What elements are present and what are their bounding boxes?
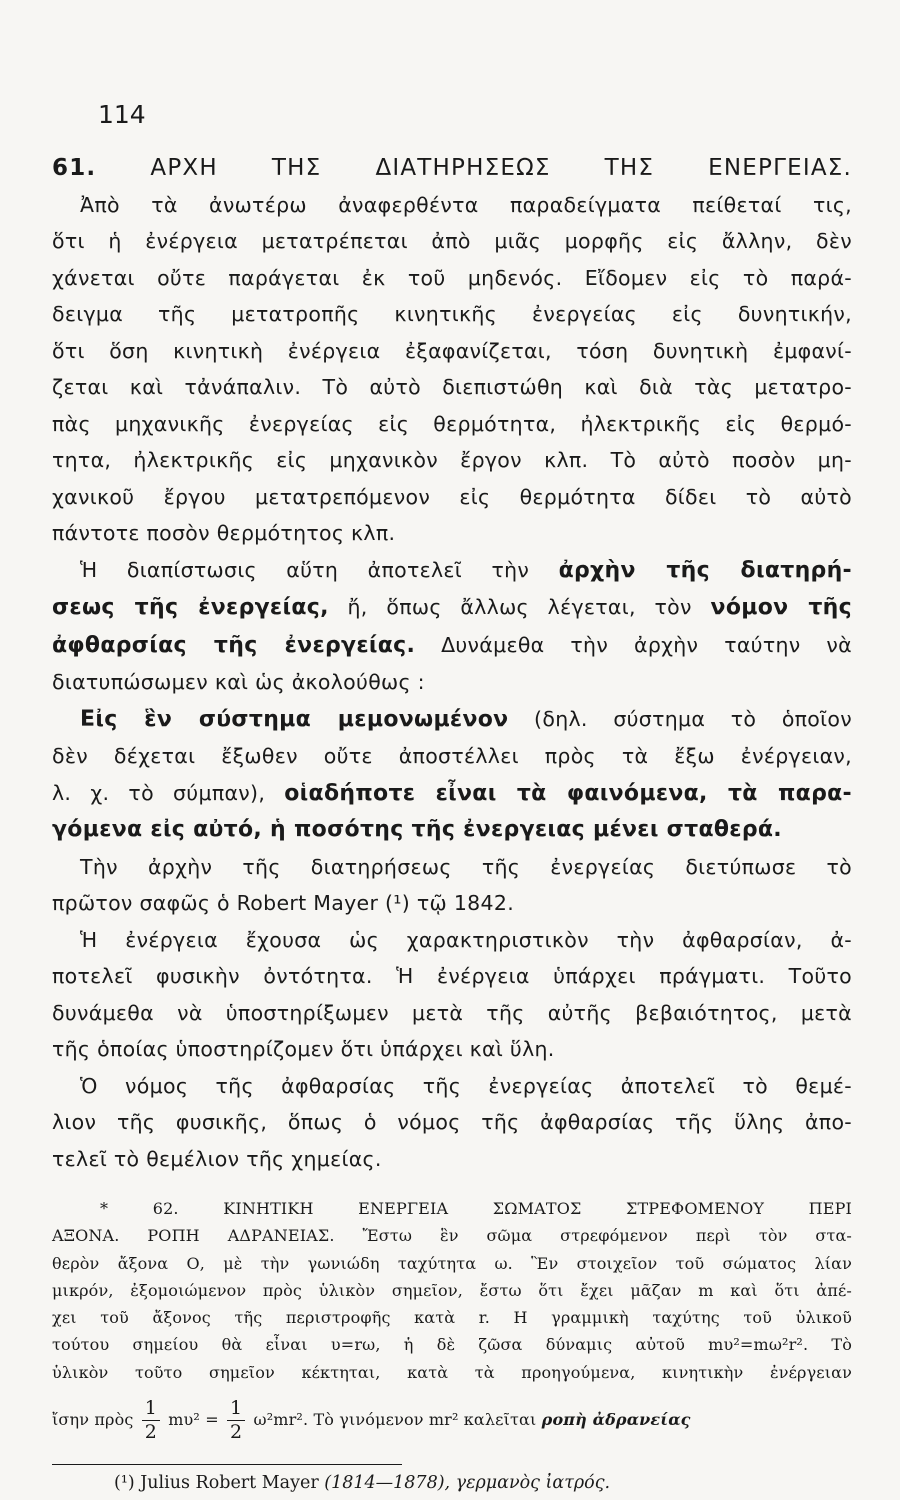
text-line: Ὁ νόμος τῆς ἀφθαρσίας τῆς ἐνεργείας ἀποτελεῖ τὸ θεμέ-: [80, 1073, 852, 1098]
section-62: [52, 1195, 852, 1442]
key-term: Εἰς ἓν σύστημα μεμονωμένον: [80, 706, 509, 732]
text-line: ΑΞΟΝΑ. ΡΟΠΗ ΑΔΡΑΝΕΙΑΣ. Ἔστω ἓν σῶμα στρεφόμενον περὶ τὸν στα-: [52, 1226, 852, 1246]
text-line: τητα, ἠλεκτρικῆς εἰς μηχανικὸν ἔργον κλπ. Τὸ αὐτὸ ποσὸν μη-: [52, 448, 852, 472]
text-line: ποτελεῖ φυσικὴν ὀντότητα. Ἡ ἐνέργεια ὑπάρχει πράγματι. Τοῦτο: [52, 964, 852, 988]
key-term: ἀρχὴν τῆς διατηρή-: [558, 557, 852, 583]
text-line: δειγμα τῆς μετατροπῆς κινητικῆς ἐνεργείας εἰς δυνητικήν,: [52, 302, 852, 326]
formula-suffix: ω²mr². Τὸ γινόμενον mr² καλεῖται: [253, 1410, 537, 1430]
text-line: πὰς μηχανικῆς ἐνεργείας εἰς θερμότητα, ἠλεκτρικῆς εἰς θερμό-: [52, 411, 852, 436]
text-line: χει τοῦ ἄξονος τῆς περιστροφῆς κατὰ r. Η γραμμικὴ ταχύτης τοῦ ὑλικοῦ: [52, 1308, 852, 1328]
text-line: λιον τῆς φυσικῆς, ὅπως ὁ νόμος τῆς ἀφθαρσίας τῆς ὕλης ἀπο-: [52, 1110, 852, 1134]
text-line: [52, 627, 852, 665]
text-line: πρῶτον σαφῶς ὁ Robert Mayer (¹) τῷ 1842.: [52, 891, 515, 915]
key-term: ροπὴ ἀδρανείας: [541, 1410, 691, 1430]
text-line: ζεται καὶ τἀνάπαλιν. Τὸ αὐτὸ διεπιστώθη καὶ διὰ τὰς μετατρο-: [52, 375, 852, 399]
text-run: (δηλ. σύστημα τὸ ὁποῖον: [508, 706, 852, 731]
page-number: 114: [98, 100, 146, 129]
text-line: διατυπώσωμεν καὶ ὡς ἀκολούθως :: [52, 670, 425, 694]
text-line: γόμενα εἰς αὐτό, ἡ ποσότης τῆς ἐνεργειας μένει σταθερά.: [52, 817, 782, 842]
fraction-numerator: 1: [142, 1399, 160, 1421]
text-line: τελεῖ τὸ θεμέλιον τῆς χημείας.: [52, 1146, 382, 1171]
text-line: τούτου σημείου θὰ εἶναι υ=rω, ἡ δὲ ζῶσα δύναμις αὐτοῦ mυ²=mω²r². Τὸ: [52, 1335, 852, 1355]
text-line: Ἡ ἐνέργεια ἔχουσα ὡς χαρακτηριστικὸν τὴν ἀφθαρσίαν, ἀ-: [80, 927, 852, 952]
text-line: δὲν δέχεται ἔξωθεν οὔτε ἀποστέλλει πρὸς τὰ ἔξω ἐνέργειαν,: [52, 744, 852, 768]
text-line: τῆς ὁποίας ὑποστηρίζομεν ὅτι ὑπάρχει καὶ ὕλη.: [52, 1037, 555, 1061]
footnote: [52, 1473, 852, 1493]
formula-line: [52, 1398, 852, 1442]
text-line: ὅτι ὅση κινητικὴ ἐνέργεια ἐξαφανίζεται, τόση δυνητικὴ ἐμφανί-: [52, 338, 852, 363]
footnote-name: (¹) Julius Robert Mayer: [114, 1473, 325, 1494]
fraction-one-half: [227, 1399, 245, 1442]
text-line: ὑλικὸν τοῦτο σημεῖον κέκτηται, κατὰ τὰ προηγούμενα, κινητικὴν ἐνέργειαν: [52, 1362, 852, 1382]
text-line: μικρόν, ἐξομοιώμενον πρὸς ὑλικὸν σημεῖον, ἔστω ὅτι ἔχει μᾶζαν m καὶ ὅτι ἀπέ-: [52, 1280, 852, 1300]
fraction-one-half: [142, 1399, 160, 1442]
formula-middle: mυ² =: [168, 1410, 219, 1430]
footnote-divider: [52, 1464, 402, 1465]
text-line: [52, 589, 852, 627]
page-content: [52, 150, 852, 1493]
section-heading: [52, 150, 852, 187]
section-61: [52, 150, 852, 1177]
key-term: οἱαδήποτε εἶναι τὰ φαινόμενα, τὰ παρα-: [284, 780, 852, 806]
text-line: Ἀπὸ τὰ ἀνωτέρω ἀναφερθέντα παραδείγματα πείθεταί τις,: [80, 192, 852, 217]
section-number: 61.: [52, 155, 97, 181]
text-line: δυνάμεθα νὰ ὑποστηρίξωμεν μετὰ τῆς αὐτῆς βεβαιότητος, μετὰ: [52, 1000, 852, 1025]
text-line: * 62. ΚΙΝΗΤΙΚΗ ΕΝΕΡΓΕΙΑ ΣΩΜΑΤΟΣ ΣΤΡΕΦΟΜΕΝΟΥ ΠΕΡΙ: [100, 1199, 852, 1218]
key-term: νόμον τῆς: [710, 595, 852, 620]
text-run: Ἡ διαπίστωσις αὕτη ἀποτελεῖ τὴν: [80, 557, 559, 582]
fraction-denominator: 2: [230, 1421, 243, 1444]
text-line: Τὴν ἀρχὴν τῆς διατηρήσεως τῆς ἐνεργείας διετύπωσε τὸ: [80, 854, 852, 879]
formula-prefix: ἴσην πρὸς: [52, 1410, 134, 1430]
fraction-numerator: 1: [227, 1399, 245, 1421]
text-run: λ. χ. τὸ σύμπαν),: [52, 780, 285, 805]
text-line: θερὸν ἄξονα Ο, μὲ τὴν γωνιώδη ταχύτητα ω. Ἓν στοιχεῖον τοῦ σώματος λίαν: [52, 1253, 852, 1273]
text-line: [52, 701, 852, 739]
text-line: [52, 775, 852, 813]
text-line: χανικοῦ ἔργου μετατρεπόμενον εἰς θερμότητα δίδει τὸ αὐτὸ: [52, 484, 852, 509]
footnote-detail: (1814—1878), γερμανὸς ἰατρός.: [324, 1473, 611, 1494]
text-line: [52, 552, 852, 590]
key-term: σεως τῆς ἐνεργείας,: [52, 595, 329, 620]
text-run: ἤ, ὅπως ἄλλως λέγεται, τὸν: [328, 595, 711, 619]
section-title: ΑΡΧΗ ΤΗΣ ΔΙΑΤΗΡΗΣΕΩΣ ΤΗΣ ΕΝΕΡΓΕΙΑΣ.: [150, 155, 853, 181]
fraction-denominator: 2: [144, 1421, 157, 1444]
text-run: Δυνάμεθα τὴν ἀρχὴν ταύτην νὰ: [415, 632, 852, 657]
text-line: πάντοτε ποσὸν θερμότητος κλπ.: [52, 521, 396, 545]
text-line: ὅτι ἡ ἐνέργεια μετατρέπεται ἀπὸ μιᾶς μορφῆς εἰς ἄλλην, δὲν: [52, 229, 852, 253]
key-term: ἀφθαρσίας τῆς ἐνεργείας.: [52, 632, 416, 658]
text-line: χάνεται οὔτε παράγεται ἐκ τοῦ μηδενός. Εἴδομεν εἰς τὸ παρά-: [52, 265, 852, 290]
